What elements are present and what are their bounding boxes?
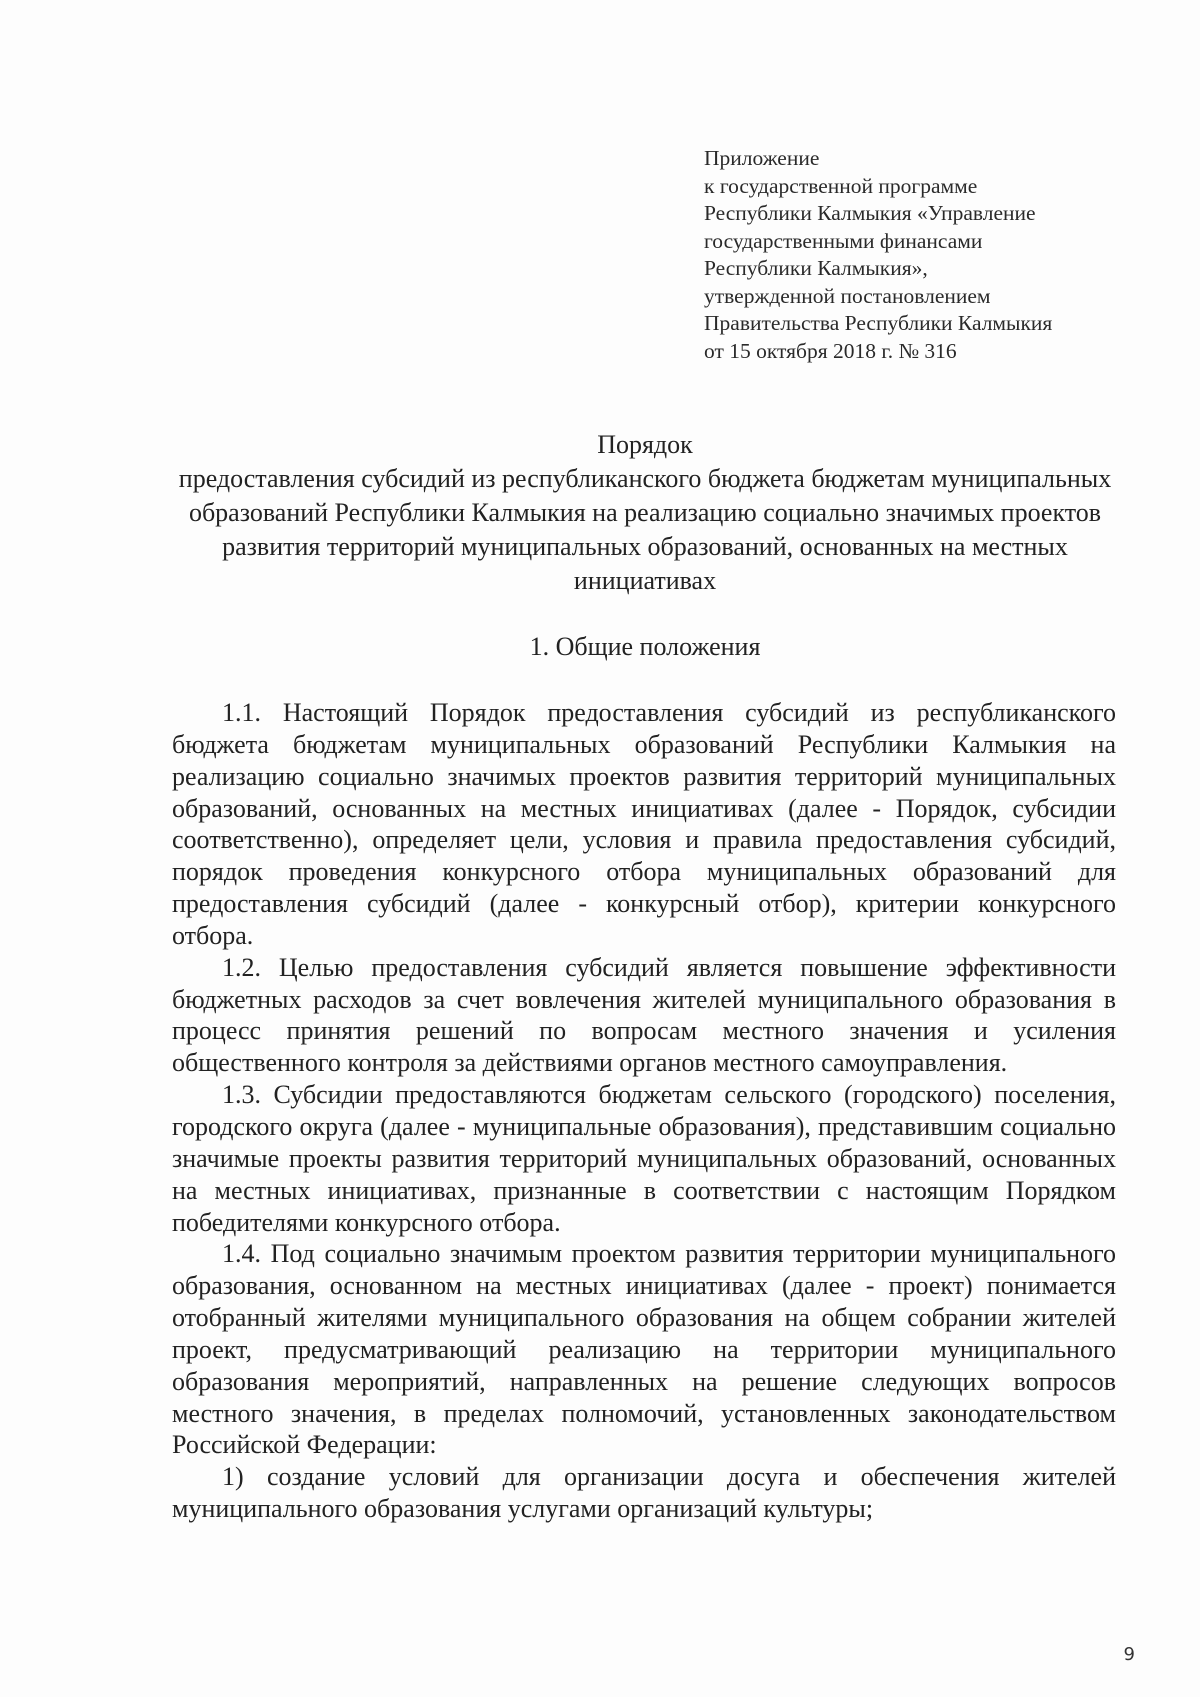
appendix-line: от 15 октября 2018 г. № 316	[704, 338, 957, 363]
paragraph-1-4: 1.4. Под социально значимым проектом развития территории муниципального образования, основанном на местных инициативах (далее - проект) понимается отобранный жителями муниципального образования на общем собрании жителей проект, предусматривающий реализацию на территории муниципального образования мероприятий, направленных на решение следующих вопросов местного значения, в пределах полномочий, установленных законодательством Российской Федерации:	[172, 1239, 1116, 1460]
paragraph-item-1: 1) создание условий для организации досуга и обеспечения жителей муниципального образования услугами организаций культуры;	[172, 1462, 1116, 1524]
appendix-block	[704, 145, 1144, 365]
appendix-line: Приложение	[704, 146, 820, 170]
appendix-line: Республики Калмыкия»,	[704, 256, 928, 280]
paragraph-1-1: 1.1. Настоящий Порядок предоставления субсидий из республиканского бюджета бюджетам муниципальных образований Республики Калмыкия на реализацию социально значимых проектов развития территорий муниципальных образований, основанных на местных инициативах (далее - Порядок, субсидии соответственно), определяет цели, условия и правила предоставления субсидий, порядок проведения конкурсного отбора муниципальных образований для предоставления субсидий (далее - конкурсный отбор), критерии конкурсного отбора.	[172, 698, 1116, 950]
appendix-line: Республики Калмыкия «Управление	[704, 201, 1036, 225]
document-title	[170, 428, 1120, 598]
appendix-line: утвержденной постановлением	[704, 283, 991, 308]
page-number: 9	[1123, 1644, 1135, 1665]
appendix-line: Правительства Республики Калмыкия	[704, 311, 1053, 335]
title-heading: Порядок	[597, 430, 693, 459]
paragraph-1-2: 1.2. Целью предоставления субсидий является повышение эффективности бюджетных расходов за счет вовлечения жителей муниципального образования в процесс принятия решений по вопросам местного значения и усиления общественного контроля за действиями органов местного самоуправления.	[172, 952, 1116, 1078]
body-text	[172, 697, 1116, 1525]
appendix-line: к государственной программе	[704, 173, 978, 198]
appendix-line: государственными финансами	[704, 228, 983, 253]
section-heading: 1. Общие положения	[529, 632, 761, 661]
paragraph-1-3: 1.3. Субсидии предоставляются бюджетам сельского (городского) поселения, городского округа (далее - муниципальные образования), представившим социально значимые проекты развития территорий муниципальных образований, основанных на местных инициативах, признанные в соответствии с настоящим Порядком победителями конкурсного отбора.	[172, 1080, 1116, 1237]
title-subtitle: предоставления субсидий из республиканского бюджета бюджетам муниципальных образований Республики Калмыкия на реализацию социально значимых проектов развития территорий муниципальных образований, основанных на местных инициативах	[178, 464, 1112, 595]
